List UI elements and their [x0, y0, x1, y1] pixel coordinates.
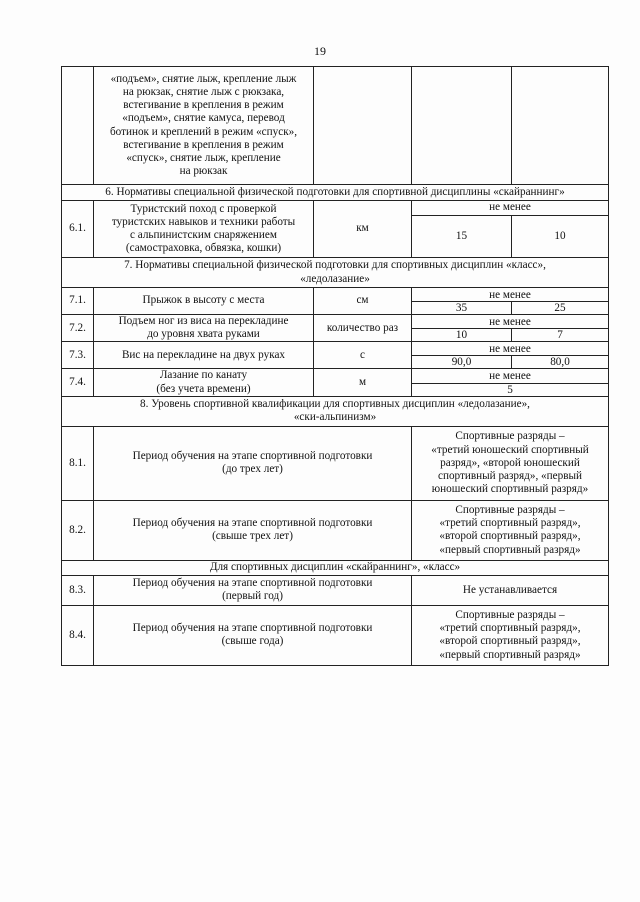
value-girls: 10 [512, 216, 609, 258]
text-line: с альпинистским снаряжением [130, 229, 277, 241]
period-cell [94, 500, 412, 560]
text-line: «ледолазание» [300, 272, 370, 285]
text-line: разряд», «второй юношеский [440, 456, 580, 469]
value-girls: 80,0 [512, 356, 609, 369]
unit-cell [314, 67, 412, 185]
section-title-row [62, 396, 609, 426]
qualification-cell [412, 500, 609, 560]
text-line: Туристский поход с проверкой [130, 202, 277, 215]
section-7-title [62, 258, 609, 288]
value-girls: 25 [512, 302, 609, 315]
exercise-cell: Прыжок в высоту с места [94, 288, 314, 315]
text-line: «первый спортивный разряд» [439, 648, 581, 661]
table-row [62, 201, 609, 216]
row-number: 8.2. [62, 500, 94, 560]
value-girls: 7 [512, 329, 609, 342]
value-all: 5 [412, 383, 609, 396]
text-line: Период обучения на этапе спортивной подготовки [132, 577, 373, 590]
row-number: 8.1. [62, 426, 94, 500]
text-line: «спуск», снятие лыж, крепление [126, 151, 281, 164]
table-row [62, 342, 609, 356]
table-row [62, 369, 609, 383]
row-number: 8.4. [62, 605, 94, 665]
value-cell [512, 67, 609, 185]
text-line: «второй спортивный разряд», [439, 530, 581, 543]
text-line: Спортивные разряды – [455, 430, 565, 443]
text-line: встегивание в крепления в режим [123, 99, 284, 112]
not-less-header: не менее [412, 315, 609, 329]
text-line: (без учета времени) [156, 382, 251, 395]
text-line: Подъем ног из виса на перекладине [118, 315, 289, 327]
text-line: «третий спортивный разряд», [439, 517, 581, 530]
text-line: «подъем», снятие лыж, крепление лыж [110, 72, 297, 85]
table-row [62, 315, 609, 329]
row-number: 7.1. [62, 288, 94, 315]
text-line: Период обучения на этапе спортивной подготовки [132, 622, 373, 635]
exercise-cell [94, 201, 314, 258]
section-title-row [62, 258, 609, 288]
row-number: 6.1. [62, 201, 94, 258]
text-line: на рюкзак, снятие лыж с рюкзака, [122, 85, 285, 98]
table-row [62, 605, 609, 665]
unit-cell: км [314, 201, 412, 258]
exercise-cell [94, 315, 314, 342]
text-line: Период обучения на этапе спортивной подготовки [132, 517, 373, 530]
not-less-header: не менее [412, 342, 609, 356]
value-boys: 90,0 [412, 356, 512, 369]
text-line: (свыше года) [221, 635, 284, 648]
row-number: 8.3. [62, 575, 94, 605]
text-line: Спортивные разряды – [455, 503, 565, 516]
qualification-cell [412, 426, 609, 500]
text-line: «второй спортивный разряд», [439, 635, 581, 648]
text-line: Лазание по канату [159, 369, 248, 382]
text-line: 7. Нормативы специальной физической подготовки для спортивных дисциплин «класс», [124, 259, 546, 272]
text-line: (самостраховка, обвязка, кошки) [125, 242, 282, 255]
section-title-row [62, 560, 609, 575]
not-less-header: не менее [412, 369, 609, 383]
value-boys: 15 [412, 216, 512, 258]
not-less-header: не менее [412, 201, 609, 216]
text-line: 8. Уровень спортивной квалификации для спортивных дисциплин «ледолазание», [140, 398, 530, 411]
exercise-cell: Вис на перекладине на двух руках [94, 342, 314, 369]
not-less-header: не менее [412, 288, 609, 302]
text-line: юношеский спортивный разряд» [431, 483, 589, 496]
text-line: ботинок и креплений в режим «спуск», [109, 125, 298, 138]
section-6-title: 6. Нормативы специальной физической подготовки для спортивной дисциплины «скайраннинг» [62, 185, 609, 201]
standards-table [61, 66, 609, 666]
text-line: Период обучения на этапе спортивной подготовки [132, 450, 373, 463]
qualification-cell: Не устанавливается [412, 575, 609, 605]
unit-cell: м [314, 369, 412, 396]
row-number: 7.2. [62, 315, 94, 342]
text-line: (свыше трех лет) [212, 530, 293, 543]
value-cell [412, 67, 512, 185]
text-line: на рюкзак [179, 165, 228, 178]
text-line: до уровня хвата руками [147, 328, 260, 341]
value-boys: 35 [412, 302, 512, 315]
text-line: встегивание в крепления в режим [123, 138, 284, 151]
row-number: 7.4. [62, 369, 94, 396]
unit-cell: см [314, 288, 412, 315]
section-8-title [62, 396, 609, 426]
text-line: (до трех лет) [222, 463, 283, 476]
section-8-subtitle: Для спортивных дисциплин «скайраннинг», «класс» [62, 560, 609, 575]
unit-cell: с [314, 342, 412, 369]
text-line: (первый год) [222, 590, 283, 603]
text-line: «третий юношеский спортивный [431, 443, 589, 456]
table-row [62, 575, 609, 605]
period-cell [94, 426, 412, 500]
text-line: «ски-альпинизм» [293, 411, 377, 424]
table-row [62, 67, 609, 185]
section-title-row [62, 185, 609, 201]
text-line: «третий спортивный разряд», [439, 622, 581, 635]
num-cell [62, 67, 94, 185]
unit-cell: количество раз [314, 315, 412, 342]
text-line: туристских навыков и техники работы [111, 215, 296, 228]
text-line: «первый спортивный разряд» [439, 543, 581, 556]
page-number: 19 [314, 44, 326, 58]
text-line: «подъем», снятие камуса, перевод [122, 112, 285, 125]
period-cell [94, 575, 412, 605]
exercise-cell [94, 67, 314, 185]
table-row [62, 426, 609, 500]
exercise-cell [94, 369, 314, 396]
period-cell [94, 605, 412, 665]
text-line: спортивный разряд», «первый [438, 469, 582, 482]
value-boys: 10 [412, 329, 512, 342]
text-line: Спортивные разряды – [455, 608, 565, 621]
row-number: 7.3. [62, 342, 94, 369]
table-row [62, 500, 609, 560]
qualification-cell [412, 605, 609, 665]
table-row [62, 288, 609, 302]
